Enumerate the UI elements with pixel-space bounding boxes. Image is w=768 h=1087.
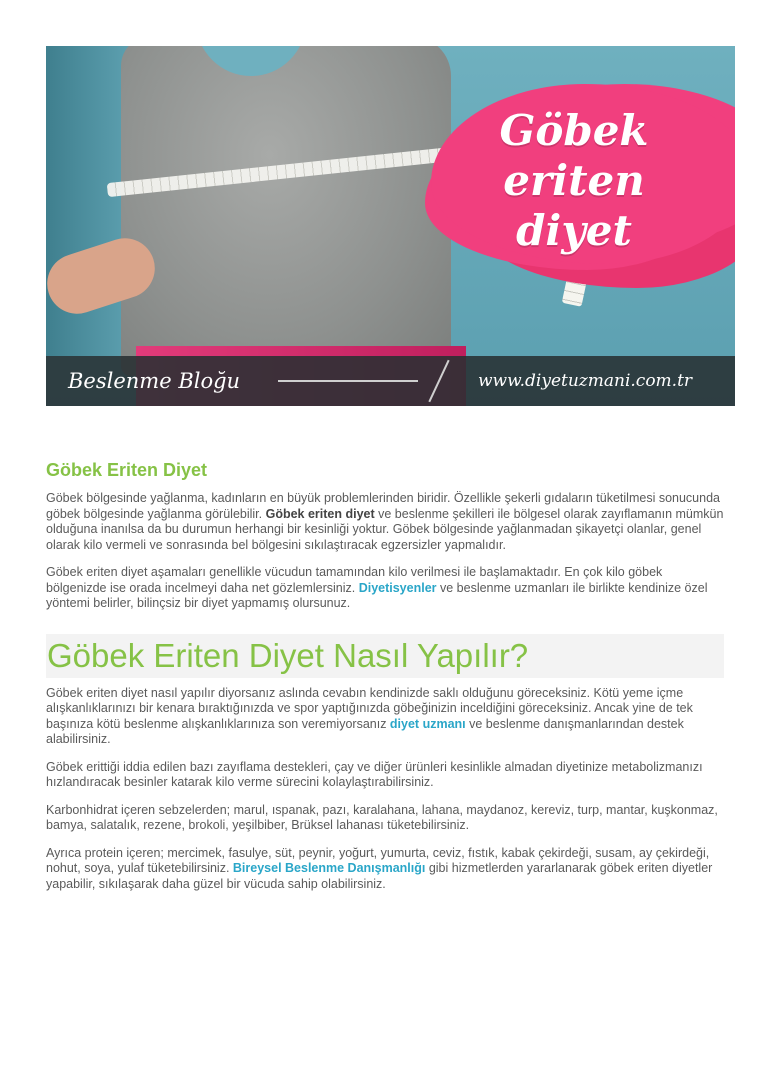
paragraph-text: gibi hizmetlerden yararlanarak göbek eriten diyetler yapabilir, sıkılaşarak daha güzel bir vücuda sahip olabilirsiniz. [46, 861, 713, 891]
paragraph [46, 686, 726, 748]
link-bireysel-beslenme[interactable]: Bireysel Beslenme Danışmanlığı [232, 861, 426, 875]
cloud-line-1: Göbek eriten [499, 106, 649, 205]
hero-shirt [121, 46, 451, 376]
paragraph-text: ve beslenme şekilleri ile bölgesel olarak zayıflamanın mümkün olduğuna inanılsa da bu durumun herhangi bir kesinliği yoktur. Göbek bölgesinde yağlanmadan şikayetçi olanlar, genel olarak kilo vermeli ve sonrasında bel bölgesini sıkılaştıracak egzersizler yapmalıdır. [46, 506, 724, 552]
hero-image [46, 46, 735, 406]
paragraph [46, 846, 726, 893]
paragraph: Göbek erittiği iddia edilen bazı zayıflama destekleri, çay ve diğer ürünleri kesinlikle almadan diyetinize metabolizmanızı hızlandıracak besinler katarak kilo verme sürecini kolaylaştırabilirsiniz. [46, 759, 703, 789]
hero-caption-bar [46, 356, 735, 406]
paragraph-text: Göbek eriten diyet aşamaları genellikle vücudun tamamından kilo verilmesi ile başlamaktadır. En çok kilo göbek bölgenizde ise orada incelmeyi daha net gözlemlersiniz. [46, 565, 663, 595]
paragraph-text: Göbek eriten diyet nasıl yapılır diyorsanız aslında cevabın kendinizde saklı olduğunu göreceksiniz. Kötü yeme içme alışkanlıklarınızı bir kenara bıraktığınızda ve spor yaptığınızda göbeğinizin inceldiğini göreceksiniz. Ancak yine de tek başınıza kötü beslenme alışkanlıklarınıza son veremiyorsanız [46, 685, 693, 731]
blog-name: Beslenme Bloğu [68, 369, 241, 393]
bold-keyword: Göbek eriten diyet [265, 506, 375, 521]
paragraph [46, 491, 726, 553]
cloud-line-2: diyet [516, 206, 632, 255]
link-diyet-uzmani[interactable]: diyet uzmanı [389, 716, 466, 731]
hero-cloud-text [454, 106, 694, 256]
paragraph: Karbonhidrat içeren sebzelerden; marul, ıspanak, pazı, karalahana, lahana, maydanoz, kereviz, turp, mantar, kuşkonmaz, bamya, salatalık, rezene, brokoli, yeşilbiber, Brüksel lahanası tüketebilirsiniz. [46, 802, 718, 832]
section-title: Göbek Eriten Diyet [46, 460, 208, 480]
paragraph-text: Göbek bölgesinde yağlanma, kadınların en büyük problemlerinden biridir. Özellikle şekerli gıdaların tüketilmesi sonucunda göbek bölgesinde yağlanma görülebilir. [46, 491, 720, 521]
section-heading: Göbek Eriten Diyet Nasıl Yapılır? [46, 634, 724, 678]
paragraph-text: Ayrıca protein içeren; mercimek, fasulye, süt, peynir, yoğurt, yumurta, ceviz, fıstık, kabak çekirdeği, susam, ay çekirdeği, nohut, soya, yulaf tüketebilirsiniz. [46, 845, 710, 875]
paragraph-text: ve beslenme danışmanlarından destek alabilirsiniz. [46, 716, 684, 746]
paragraph [46, 565, 726, 612]
bar-divider-slash [428, 360, 449, 403]
link-diyetisyenler[interactable]: Diyetisyenler [358, 580, 437, 595]
site-url: www.diyetuzmani.com.tr [478, 371, 693, 391]
bar-divider-line [278, 380, 418, 382]
paragraph-text: ve beslenme uzmanları ile birlikte kendinize özel yöntemi belirler, bilinçsiz bir diyet yapmamış olursunuz. [46, 580, 708, 610]
article-content [46, 460, 726, 904]
